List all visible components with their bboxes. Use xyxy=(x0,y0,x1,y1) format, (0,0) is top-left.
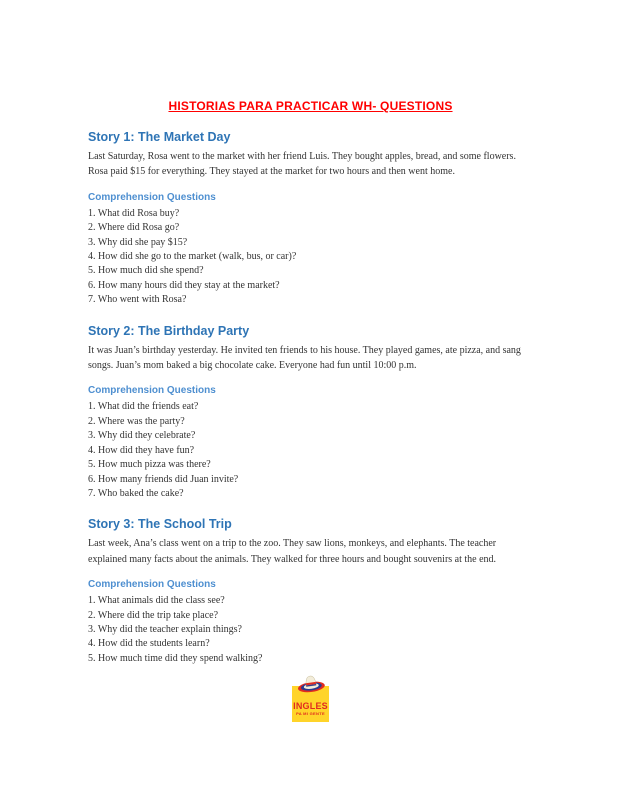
question-line: 2. Where did the trip take place? xyxy=(88,609,219,621)
brand-logo xyxy=(291,672,331,722)
question-line: 5. How much did she spend? xyxy=(88,265,204,277)
story-2-title: Story 2: The Birthday Party xyxy=(88,323,250,338)
story-3-title: Story 3: The School Trip xyxy=(88,517,232,532)
story-section-1 xyxy=(88,129,533,308)
story-1-questions-label: Comprehension Questions xyxy=(88,191,216,203)
question-line: 2. Where did Rosa go? xyxy=(88,222,180,234)
story-1-title: Story 1: The Market Day xyxy=(88,130,231,144)
story-1-questions xyxy=(88,207,533,308)
story-3-questions-label: Comprehension Questions xyxy=(88,579,216,591)
question-line: 2. Where was the party? xyxy=(88,415,185,427)
question-line: 3. Why did the teacher explain things? xyxy=(88,623,242,635)
story-section-2 xyxy=(88,323,533,502)
document-title: HISTORIAS PARA PRACTICAR WH- QUESTIONS xyxy=(168,99,453,113)
story-3-paragraph: Last week, Ana’s class went on a trip to the zoo. They saw lions, monkeys, and elephants. The teacher explained many facts about the animals. They walked for three hours and bought souvenirs at the end. xyxy=(88,538,497,565)
question-line: 6. How many hours did they stay at the market? xyxy=(88,279,280,291)
question-line: 3. Why did they celebrate? xyxy=(88,430,196,442)
story-section-3 xyxy=(88,516,533,666)
story-2-questions-label: Comprehension Questions xyxy=(88,385,216,397)
story-2-questions xyxy=(88,400,533,501)
footer-logo-area xyxy=(88,672,533,722)
question-line: 3. Why did she pay $15? xyxy=(88,236,188,248)
logo-text-primary: INGLES xyxy=(293,701,328,712)
story-2-paragraph: It was Juan’s birthday yesterday. He invited ten friends to his house. They played games, ate pizza, and sang songs. Juan’s mom baked a big chocolate cake. Everyone had fun until 10:00 p.m. xyxy=(88,344,521,372)
question-line: 4. How did she go to the market (walk, bus, or car)? xyxy=(88,251,297,263)
question-line: 4. How did the students learn? xyxy=(88,638,210,650)
question-line: 7. Who went with Rosa? xyxy=(88,294,187,306)
sombrero-icon xyxy=(296,672,326,693)
question-line: 5. How much time did they spend walking? xyxy=(88,652,263,664)
story-3-questions xyxy=(88,594,533,666)
question-line: 5. How much pizza was there? xyxy=(88,459,211,471)
logo-text-secondary: PA MI GENTE xyxy=(296,711,325,717)
question-line: 1. What did Rosa buy? xyxy=(88,207,180,219)
question-line: 4. How did they have fun? xyxy=(88,444,195,456)
question-line: 6. How many friends did Juan invite? xyxy=(88,473,239,485)
question-line: 1. What did the friends eat? xyxy=(88,401,199,413)
story-1-paragraph: Last Saturday, Rosa went to the market with her friend Luis. They bought apples, bread, and some flowers. Rosa paid $15 for everything. They stayed at the market for two hours and then went home. xyxy=(88,151,516,178)
question-line: 1. What animals did the class see? xyxy=(88,595,225,607)
question-line: 7. Who baked the cake? xyxy=(88,487,184,499)
